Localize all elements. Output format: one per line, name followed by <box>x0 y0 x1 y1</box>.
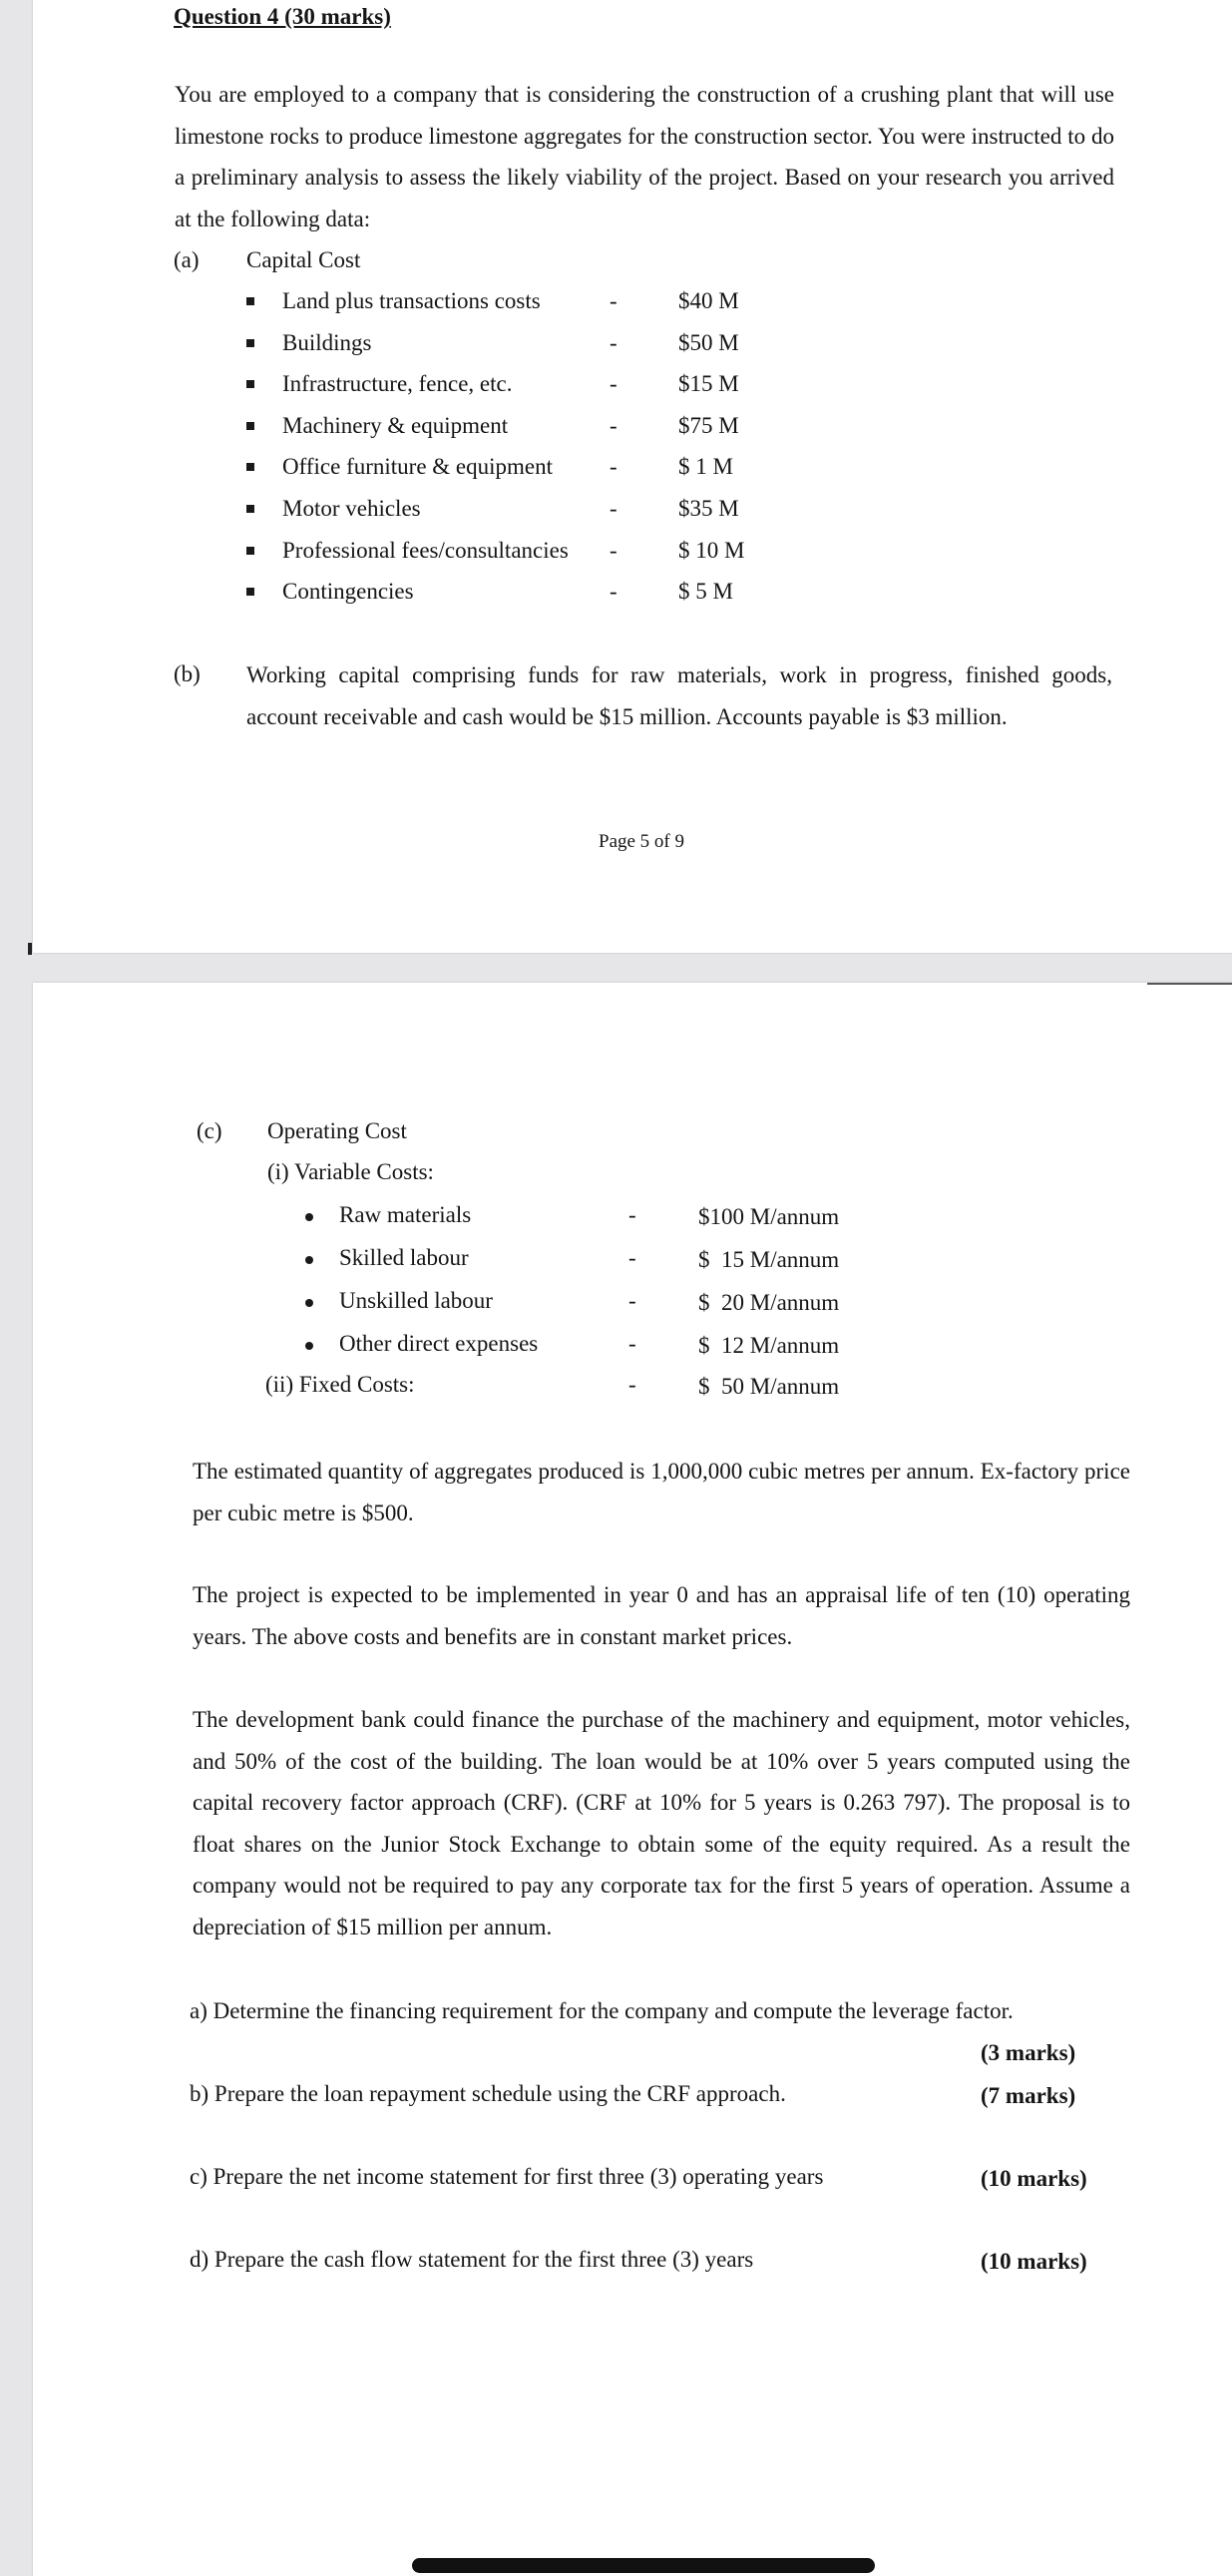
bullet-icon <box>246 339 254 347</box>
operating-item-value: $ 15 M/annum <box>698 1247 840 1272</box>
capital-item-name: Infrastructure, fence, etc. <box>282 371 513 396</box>
capital-item-value: $75 M <box>678 413 739 438</box>
operating-item-value: $ 20 M/annum <box>698 1290 840 1315</box>
task-d-text: d) Prepare the cash flow statement for the first three (3) years <box>190 2247 754 2272</box>
operating-item-dash: - <box>628 1202 636 1227</box>
capital-item-dash: - <box>610 371 617 396</box>
capital-item-name: Professional fees/consultancies <box>282 538 569 563</box>
task-c-text: c) Prepare the net income statement for first three (3) operating years <box>190 2164 824 2189</box>
fixed-costs-value: $ 50 M/annum <box>698 1374 840 1399</box>
bullet-icon <box>246 380 254 388</box>
bullet-icon <box>246 463 254 471</box>
intro-paragraph: You are employed to a company that is considering the construction of a crushing plant that will use limestone rocks to produce limestone aggregates for the construction sector. You were instructed to do a preliminary analysis to assess the likely viability of the project. Based on your research you arrived at the following data: <box>175 82 1114 231</box>
production-paragraph: The estimated quantity of aggregates produced is 1,000,000 cubic metres per annum. Ex-factory price per cubic metre is $500. <box>193 1459 1130 1525</box>
capital-item-value: $35 M <box>678 496 739 521</box>
capital-item-name: Land plus transactions costs <box>282 288 541 313</box>
operating-item-name: Skilled labour <box>339 1245 469 1270</box>
bullet-icon <box>305 1213 313 1221</box>
capital-item-value: $ 10 M <box>678 538 745 563</box>
task-b-text: b) Prepare the loan repayment schedule using the CRF approach. <box>190 2081 786 2106</box>
capital-item-name: Contingencies <box>282 579 414 604</box>
working-capital-text: Working capital comprising funds for raw materials, work in progress, finished goods, account receivable and cash would be $15 million. Accounts payable is $3 million. <box>246 662 1112 729</box>
capital-item-name: Buildings <box>282 330 372 355</box>
capital-heading: Capital Cost <box>246 247 361 272</box>
page-divider-line <box>1147 983 1232 985</box>
bullet-icon <box>305 1256 313 1264</box>
fixed-costs-heading: (ii) Fixed Costs: <box>265 1372 415 1397</box>
capital-item-value: $40 M <box>678 288 739 313</box>
bullet-icon <box>246 297 254 305</box>
operating-item-dash: - <box>628 1288 636 1313</box>
bullet-icon <box>246 505 254 513</box>
operating-label: (c) <box>197 1118 222 1143</box>
capital-item-dash: - <box>610 454 617 479</box>
capital-item-dash: - <box>610 330 617 355</box>
operating-item-name: Other direct expenses <box>339 1331 539 1356</box>
capital-item-name: Office furniture & equipment <box>282 454 554 479</box>
bullet-icon <box>246 588 254 596</box>
question-title: Question 4 (30 marks) <box>174 4 391 29</box>
bullet-icon <box>305 1299 313 1307</box>
home-indicator-bar[interactable] <box>412 2558 875 2573</box>
operating-item-dash: - <box>628 1331 636 1356</box>
capital-item-value: $15 M <box>678 371 739 396</box>
capital-item-dash: - <box>610 579 617 604</box>
capital-label: (a) <box>174 247 200 272</box>
task-a-marks: (3 marks) <box>981 2040 1076 2065</box>
task-b-marks: (7 marks) <box>981 2083 1076 2108</box>
operating-item-value: $100 M/annum <box>698 1204 840 1229</box>
capital-item-value: $ 5 M <box>678 579 733 604</box>
capital-item-name: Motor vehicles <box>282 496 421 521</box>
fixed-costs-dash: - <box>628 1372 636 1397</box>
working-capital-label: (b) <box>174 661 201 686</box>
capital-item-name: Machinery & equipment <box>282 413 509 438</box>
capital-item-dash: - <box>610 413 617 438</box>
capital-item-value: $ 1 M <box>678 454 733 479</box>
variable-costs-heading: (i) Variable Costs: <box>267 1159 434 1184</box>
capital-item-value: $50 M <box>678 330 739 355</box>
capital-item-dash: - <box>610 496 617 521</box>
operating-item-value: $ 12 M/annum <box>698 1333 840 1358</box>
bullet-icon <box>246 422 254 430</box>
task-d-marks: (10 marks) <box>981 2249 1087 2274</box>
task-a-text: a) Determine the financing requirement for the company and compute the leverage factor. <box>190 1998 1014 2023</box>
bullet-icon <box>246 547 254 555</box>
page-edge-mark <box>28 943 32 955</box>
operating-item-name: Raw materials <box>339 1202 472 1227</box>
capital-item-dash: - <box>610 538 617 563</box>
appraisal-paragraph: The project is expected to be implemented in year 0 and has an appraisal life of ten (10) operating years. The above costs and benefits are in constant market prices. <box>193 1582 1130 1649</box>
capital-item-dash: - <box>610 288 617 313</box>
bullet-icon <box>305 1342 313 1350</box>
task-c-marks: (10 marks) <box>981 2166 1087 2191</box>
page-number: Page 5 of 9 <box>599 831 685 852</box>
financing-paragraph: The development bank could finance the purchase of the machinery and equipment, motor vehicles, and 50% of the cost of the building. The loan would be at 10% over 5 years computed using the capital recovery factor approach (CRF). (CRF at 10% for 5 years is 0.263 797). The proposal is to float shares on the Junior Stock Exchange to obtain some of the equity required. As a result the company would not be required to pay any corporate tax for the first 5 years of operation. Assume a depreciation of $15 million per annum. <box>193 1707 1130 1939</box>
operating-item-name: Unskilled labour <box>339 1288 493 1313</box>
operating-item-dash: - <box>628 1245 636 1270</box>
operating-heading: Operating Cost <box>267 1118 407 1143</box>
